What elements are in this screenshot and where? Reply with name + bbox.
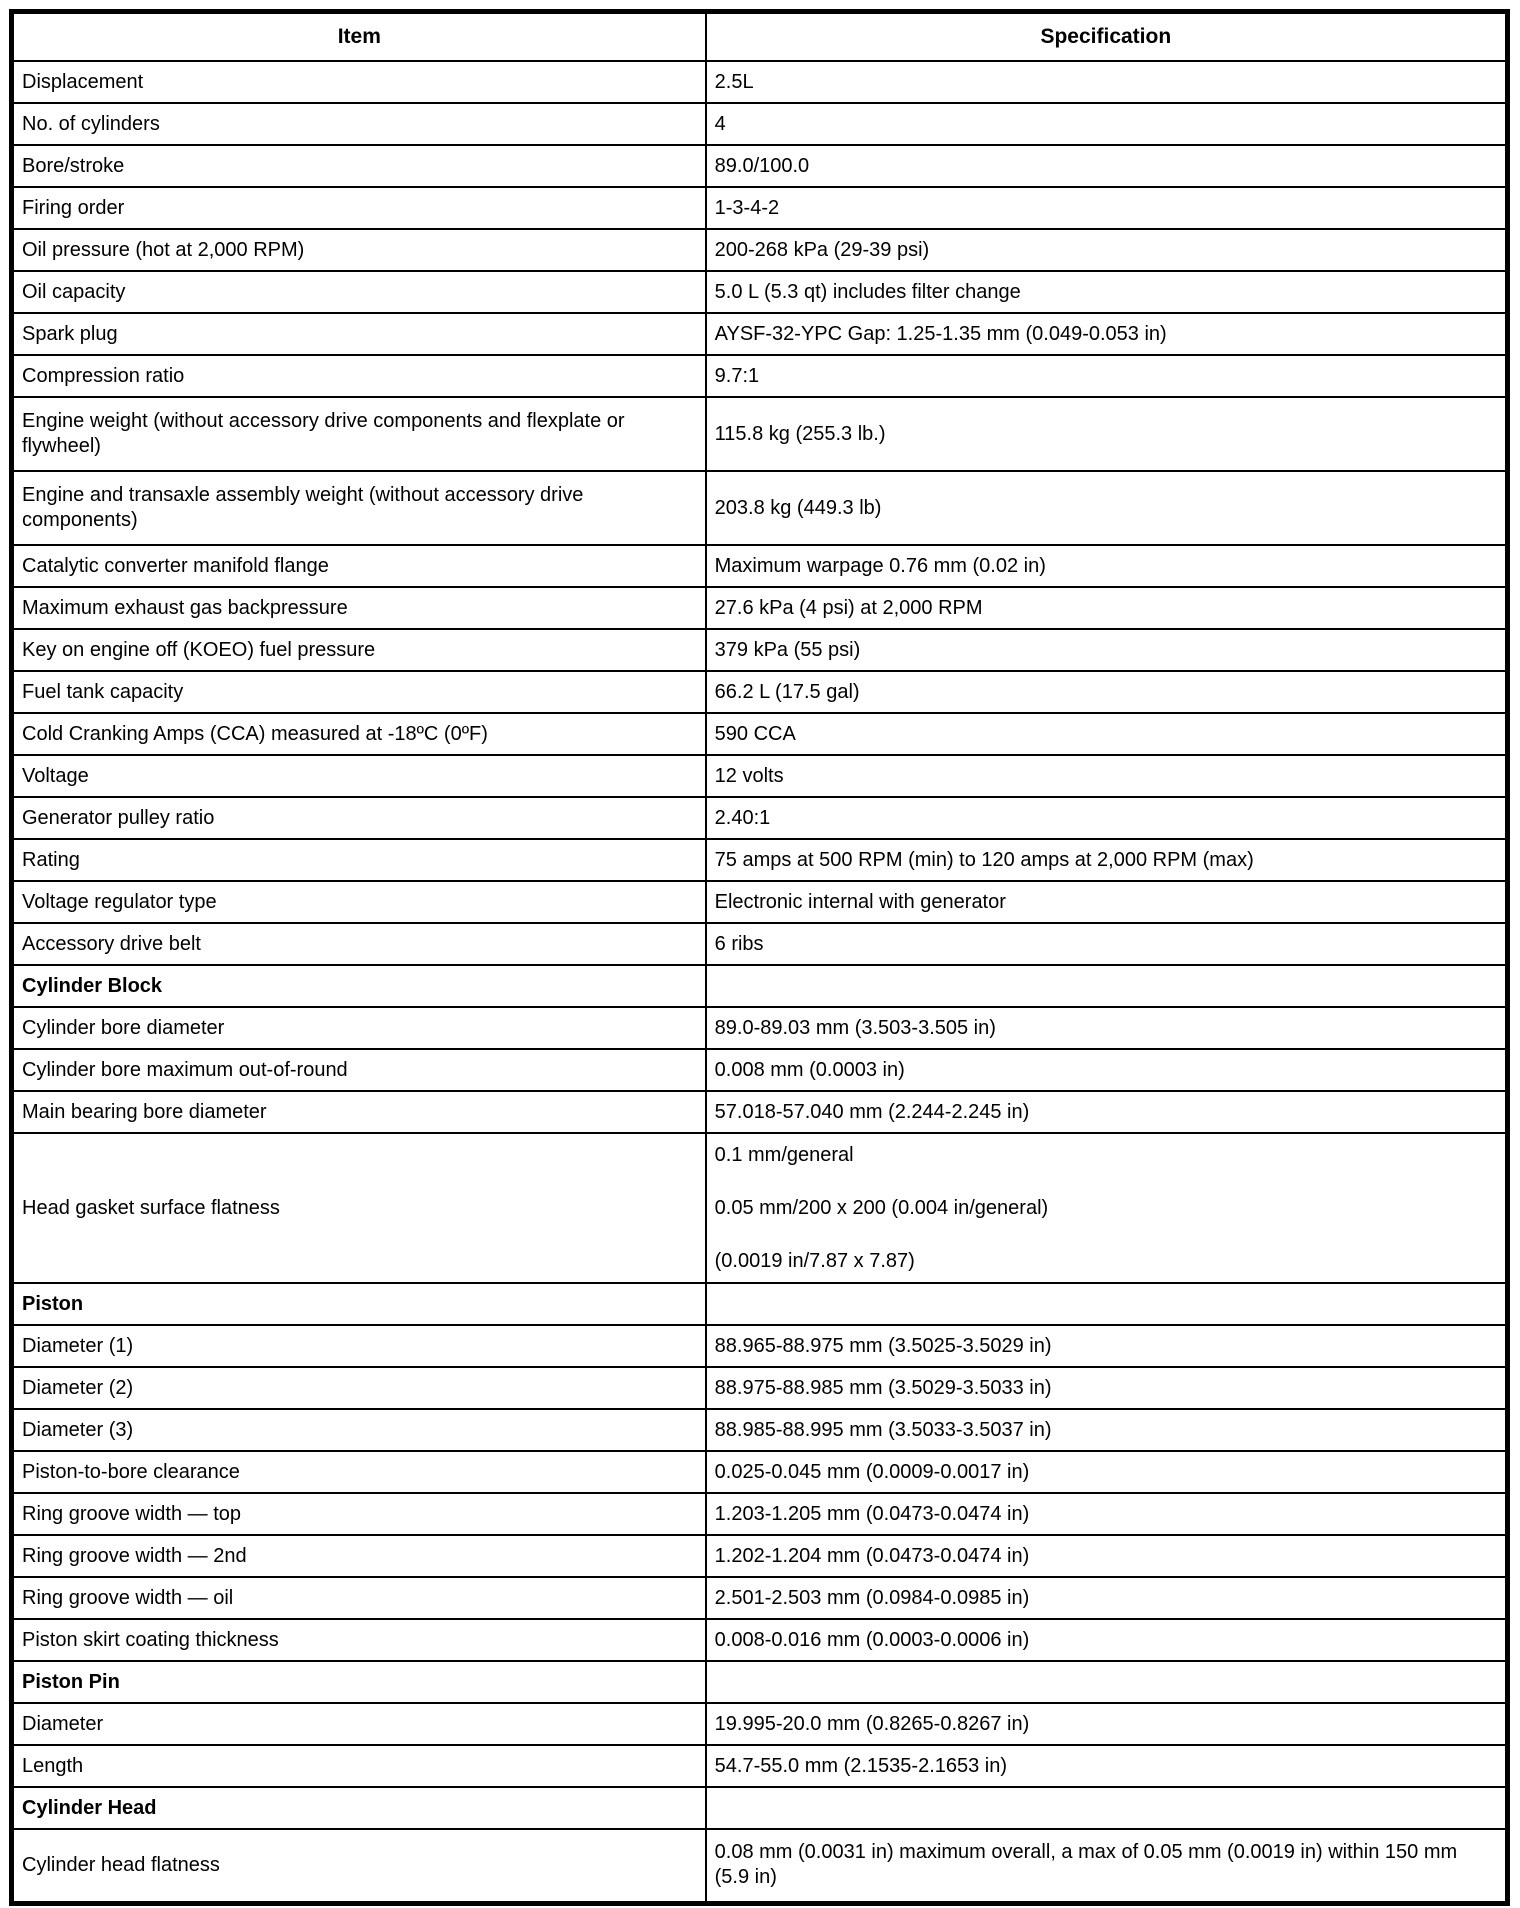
item-cell: Voltage	[12, 755, 706, 797]
spec-cell: 0.025-0.045 mm (0.0009-0.0017 in)	[706, 1451, 1508, 1493]
spec-cell: 2.40:1	[706, 797, 1508, 839]
item-cell: Generator pulley ratio	[12, 797, 706, 839]
spec-cell: 4	[706, 103, 1508, 145]
section-row-piston-pin	[12, 1661, 1508, 1703]
table-row	[12, 713, 1508, 755]
table-row	[12, 629, 1508, 671]
item-cell: Diameter (2)	[12, 1367, 706, 1409]
spec-cell: 54.7-55.0 mm (2.1535-2.1653 in)	[706, 1745, 1508, 1787]
item-cell: Cold Cranking Amps (CCA) measured at -18ºC (0ºF)	[12, 713, 706, 755]
table-row	[12, 1451, 1508, 1493]
spec-line: 0.05 mm/200 x 200 (0.004 in/general)	[714, 1196, 1049, 1219]
table-row	[12, 1325, 1508, 1367]
table-row	[12, 1007, 1508, 1049]
spec-cell: 19.995-20.0 mm (0.8265-0.8267 in)	[706, 1703, 1508, 1745]
item-cell: Piston-to-bore clearance	[12, 1451, 706, 1493]
table-row	[12, 923, 1508, 965]
spec-cell: 1-3-4-2	[706, 187, 1508, 229]
item-cell: Head gasket surface flatness	[12, 1133, 706, 1283]
spec-cell: 2.5L	[706, 61, 1508, 103]
table-row	[12, 755, 1508, 797]
table-row	[12, 1133, 1508, 1283]
spec-cell: 0.08 mm (0.0031 in) maximum overall, a max of 0.05 mm (0.0019 in) within 150 mm (5.9 in)	[706, 1829, 1508, 1903]
section-row-piston	[12, 1283, 1508, 1325]
table-row	[12, 61, 1508, 103]
spec-cell: Maximum warpage 0.76 mm (0.02 in)	[706, 545, 1508, 587]
item-cell: Compression ratio	[12, 355, 706, 397]
spec-cell: 590 CCA	[706, 713, 1508, 755]
table-row	[12, 881, 1508, 923]
item-cell: Cylinder bore diameter	[12, 1007, 706, 1049]
table-row	[12, 1577, 1508, 1619]
table-row	[12, 1409, 1508, 1451]
spec-cell: 203.8 kg (449.3 lb)	[706, 471, 1508, 545]
item-cell: Spark plug	[12, 313, 706, 355]
column-header-specification: Specification	[706, 12, 1508, 62]
spec-cell: 379 kPa (55 psi)	[706, 629, 1508, 671]
item-cell: Rating	[12, 839, 706, 881]
item-cell: Fuel tank capacity	[12, 671, 706, 713]
item-cell: Length	[12, 1745, 706, 1787]
section-cell: Cylinder Block	[12, 965, 706, 1007]
item-cell: Diameter (3)	[12, 1409, 706, 1451]
section-cell: Piston Pin	[12, 1661, 706, 1703]
item-cell: Oil capacity	[12, 271, 706, 313]
item-cell: Bore/stroke	[12, 145, 706, 187]
table-row	[12, 229, 1508, 271]
table-row	[12, 671, 1508, 713]
spec-cell: 27.6 kPa (4 psi) at 2,000 RPM	[706, 587, 1508, 629]
spec-cell: 88.965-88.975 mm (3.5025-3.5029 in)	[706, 1325, 1508, 1367]
item-cell: Firing order	[12, 187, 706, 229]
table-row	[12, 1049, 1508, 1091]
table-row	[12, 397, 1508, 471]
item-cell: Oil pressure (hot at 2,000 RPM)	[12, 229, 706, 271]
spec-cell	[706, 1661, 1508, 1703]
spec-cell: 5.0 L (5.3 qt) includes filter change	[706, 271, 1508, 313]
table-row	[12, 313, 1508, 355]
table-row	[12, 1367, 1508, 1409]
item-cell: Maximum exhaust gas backpressure	[12, 587, 706, 629]
section-cell: Piston	[12, 1283, 706, 1325]
table-row	[12, 271, 1508, 313]
spec-cell: 1.203-1.205 mm (0.0473-0.0474 in)	[706, 1493, 1508, 1535]
item-cell: Catalytic converter manifold flange	[12, 545, 706, 587]
item-cell: Main bearing bore diameter	[12, 1091, 706, 1133]
table-row	[12, 471, 1508, 545]
section-cell: Cylinder Head	[12, 1787, 706, 1829]
item-cell: Displacement	[12, 61, 706, 103]
spec-cell: 66.2 L (17.5 gal)	[706, 671, 1508, 713]
spec-line: (0.0019 in/7.87 x 7.87)	[714, 1249, 915, 1272]
item-cell: Voltage regulator type	[12, 881, 706, 923]
table-row	[12, 587, 1508, 629]
spec-cell: AYSF-32-YPC Gap: 1.25-1.35 mm (0.049-0.053 in)	[706, 313, 1508, 355]
item-cell: Piston skirt coating thickness	[12, 1619, 706, 1661]
table-row	[12, 797, 1508, 839]
spec-cell	[706, 1787, 1508, 1829]
table-row	[12, 1535, 1508, 1577]
spec-cell: 89.0-89.03 mm (3.503-3.505 in)	[706, 1007, 1508, 1049]
spec-cell: 12 volts	[706, 755, 1508, 797]
item-cell: Ring groove width — oil	[12, 1577, 706, 1619]
item-cell: Diameter	[12, 1703, 706, 1745]
item-cell: Diameter (1)	[12, 1325, 706, 1367]
spec-cell: 89.0/100.0	[706, 145, 1508, 187]
table-row	[12, 1745, 1508, 1787]
spec-cell: 2.501-2.503 mm (0.0984-0.0985 in)	[706, 1577, 1508, 1619]
spec-cell: 115.8 kg (255.3 lb.)	[706, 397, 1508, 471]
spec-cell: 6 ribs	[706, 923, 1508, 965]
spec-cell: 200-268 kPa (29-39 psi)	[706, 229, 1508, 271]
spec-cell: 88.985-88.995 mm (3.5033-3.5037 in)	[706, 1409, 1508, 1451]
spec-cell: 1.202-1.204 mm (0.0473-0.0474 in)	[706, 1535, 1508, 1577]
section-row-cylinder-block	[12, 965, 1508, 1007]
spec-cell: 57.018-57.040 mm (2.244-2.245 in)	[706, 1091, 1508, 1133]
item-cell: Key on engine off (KOEO) fuel pressure	[12, 629, 706, 671]
spec-cell: 9.7:1	[706, 355, 1508, 397]
table-row	[12, 1619, 1508, 1661]
spec-cell: Electronic internal with generator	[706, 881, 1508, 923]
spec-cell	[706, 965, 1508, 1007]
table-row	[12, 1493, 1508, 1535]
table-header-row	[12, 12, 1508, 62]
spec-cell	[706, 1133, 1508, 1283]
item-cell: Cylinder bore maximum out-of-round	[12, 1049, 706, 1091]
table-row	[12, 545, 1508, 587]
item-cell: Accessory drive belt	[12, 923, 706, 965]
item-cell: Ring groove width — 2nd	[12, 1535, 706, 1577]
spec-cell: 0.008-0.016 mm (0.0003-0.0006 in)	[706, 1619, 1508, 1661]
table-row	[12, 103, 1508, 145]
table-row	[12, 1091, 1508, 1133]
item-cell: Ring groove width — top	[12, 1493, 706, 1535]
table-row	[12, 187, 1508, 229]
section-row-cylinder-head	[12, 1787, 1508, 1829]
column-header-item: Item	[12, 12, 706, 62]
spec-cell	[706, 1283, 1508, 1325]
item-cell: Cylinder head flatness	[12, 1829, 706, 1903]
item-cell: No. of cylinders	[12, 103, 706, 145]
table-row	[12, 355, 1508, 397]
item-cell: Engine weight (without accessory drive components and flexplate or flywheel)	[12, 397, 706, 471]
spec-line: 0.1 mm/general	[714, 1143, 854, 1166]
table-row	[12, 1703, 1508, 1745]
table-row	[12, 839, 1508, 881]
spec-cell: 0.008 mm (0.0003 in)	[706, 1049, 1508, 1091]
spec-table	[9, 9, 1510, 1906]
table-row	[12, 145, 1508, 187]
table-row	[12, 1829, 1508, 1903]
spec-cell: 88.975-88.985 mm (3.5029-3.5033 in)	[706, 1367, 1508, 1409]
spec-cell: 75 amps at 500 RPM (min) to 120 amps at 2,000 RPM (max)	[706, 839, 1508, 881]
item-cell: Engine and transaxle assembly weight (without accessory drive components)	[12, 471, 706, 545]
